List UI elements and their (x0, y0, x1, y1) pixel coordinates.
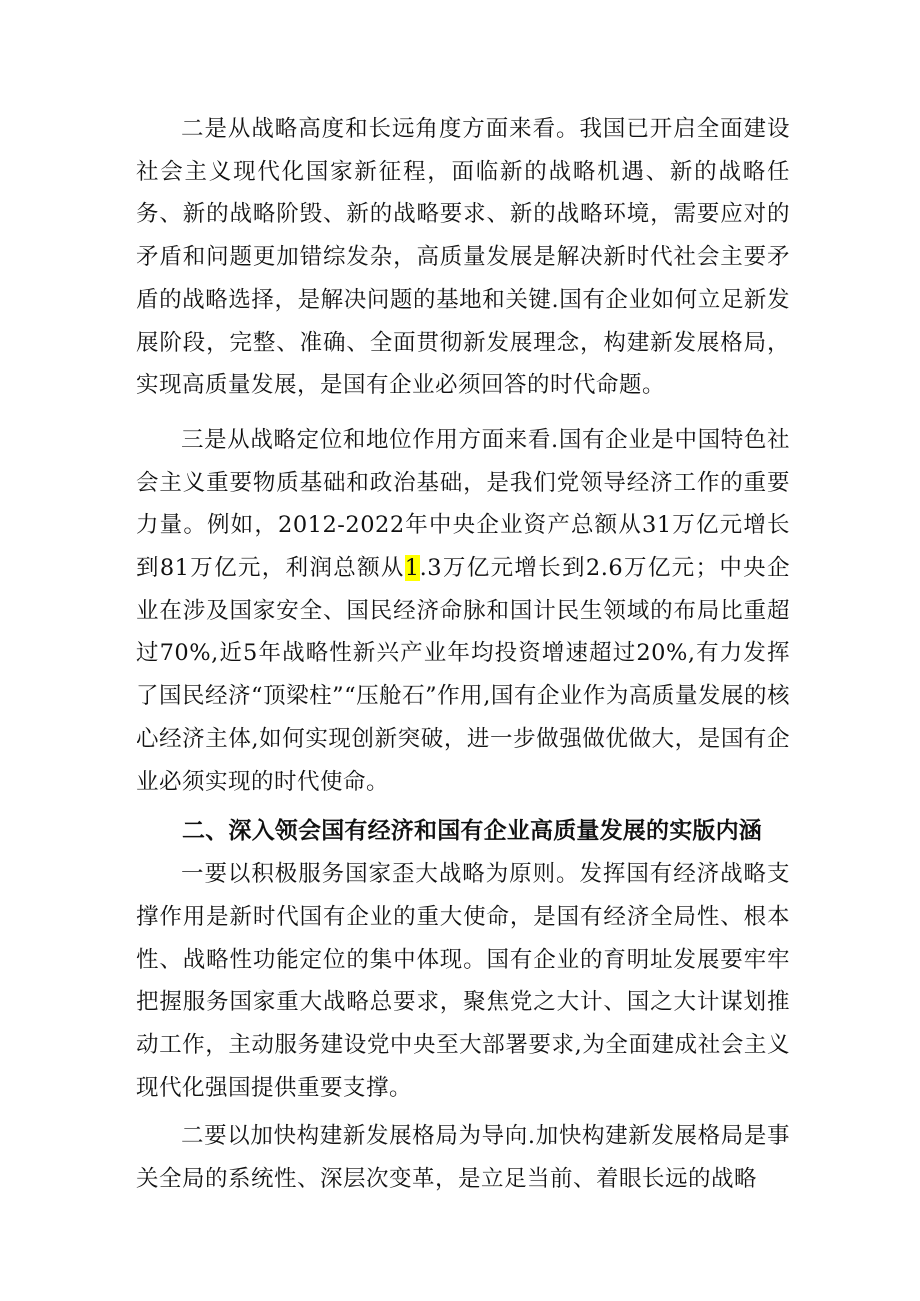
paragraph-strategic-height: 二是从战略高度和长远角度方面来看。我国已开启全面建设社会主义现代化国家新征程，面临新的战略机遇、新的战略任务、新的战略阶毁、新的战略要求、新的战略环境，需要应对的矛盾和问题更加错综发杂，高质量发展是解决新时代社会主要矛盾的战略选择，是解决问题的基地和关键.国有企业如何立足新发展阶段，完整、准确、全面贯彻新发展理念，构建新发展格局，实现高质量发展，是国有企业必须回答的时代命题。 (136, 116, 790, 399)
paragraph-text: .3万亿元增长到2.6万亿元；中央企业在涉及国家安全、国民经济命脉和国计民生领域的布局比重超过70%,近5年战略性新兴产业年均投资增速超过20%,有力发挥了国民经济“顶梁柱”“压舱石”作用,国有企业作为高质量发展的核心经济主体,如何实现创新突破，进一步做强做优做大，是国有企业必须实现的时代使命。 (136, 555, 790, 795)
paragraph-text: 三是从战略定位和地位作用方面来看.国有企业是中国特色社会主义重要物质基础和政治基础，是我们党领导经济工作的重要力量。例如，2012-2022年中央企业资产总额从31万亿元增长到81万亿元，利润总额从 (136, 426, 790, 582)
document-body (136, 108, 790, 1201)
paragraph-serve-national-strategy: 一要以积极服务国家歪大战略为原则。发挥国有经济战略支撑作用是新时代国有企业的重大使命，是国有经济全局性、根本性、战略性功能定位的集中体现。国有企业的育明址发展要牢牢把握服务国家重大战略总要求，聚焦党之大计、国之大计谋划推动工作，主动服务建设党中央至大部署要求,为全面建成社会主义现代化强国提供重要支撑。 (136, 861, 790, 1101)
paragraph-strategic-position (136, 419, 790, 803)
section-heading: 二、深入领会国有经济和国有企业高质量发展的实版内涵 (182, 818, 762, 845)
paragraph-new-development-pattern: 二要以加快构建新发展格局为导向.加快构建新发展格局是事关全局的系统性、深层次变革，是立足当前、着眼长远的战略 (136, 1123, 790, 1193)
highlighted-text: 1 (404, 555, 420, 582)
